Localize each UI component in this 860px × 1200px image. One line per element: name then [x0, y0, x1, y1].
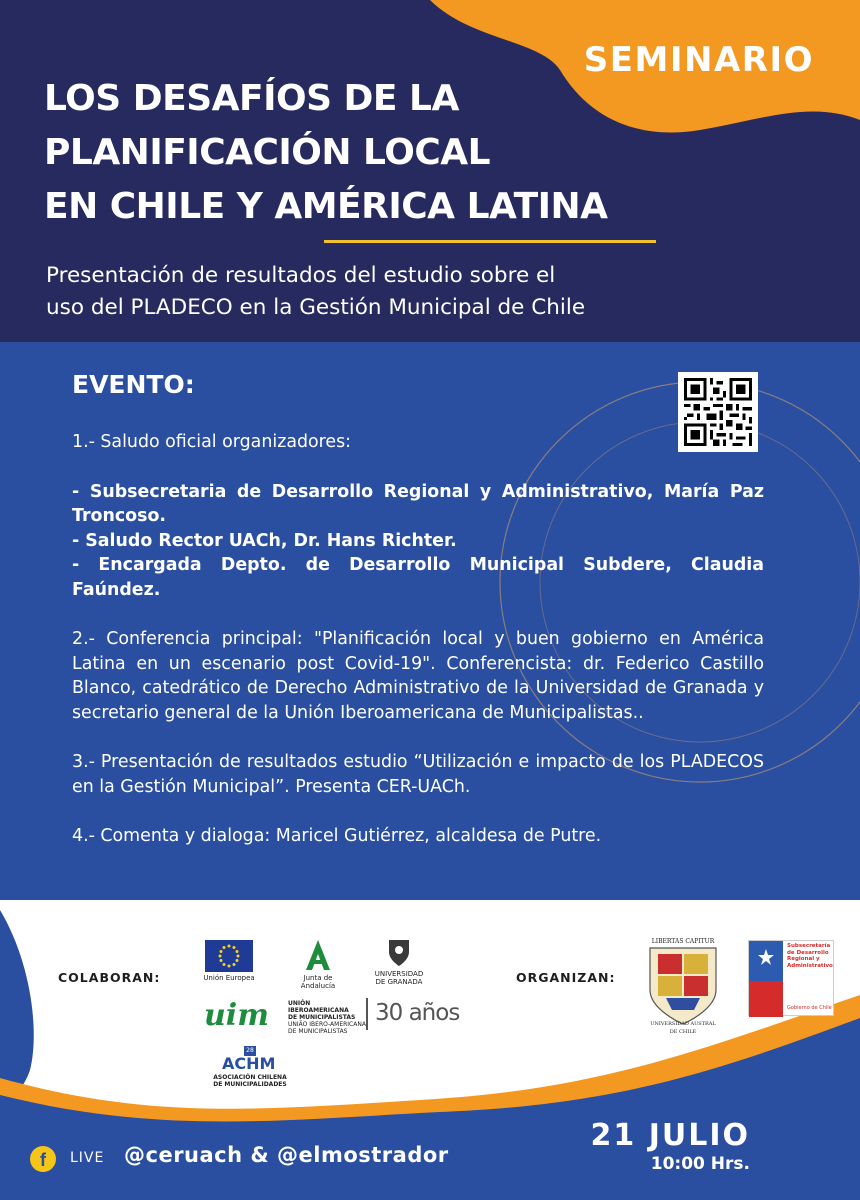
greeting-line: - Subsecretaria de Desarrollo Regional y Administrativo, María Paz Troncoso.: [72, 481, 764, 526]
subtitle-line: Presentación de resultados del estudio sobre el: [46, 263, 556, 288]
event-date: 21 JULIO: [590, 1118, 750, 1153]
granada-label: [366, 970, 432, 986]
title-divider: [324, 240, 656, 243]
title-line: LOS DESAFÍOS DE LA: [44, 78, 459, 119]
achm-logo: ACHM: [222, 1054, 276, 1073]
subdere-line: Administrativo: [787, 962, 833, 969]
page-title: [44, 72, 608, 234]
uim-years: 30 años: [375, 1000, 460, 1026]
achm-year-badge: 28: [244, 1046, 256, 1056]
event-time: 10:00 Hrs.: [650, 1154, 750, 1174]
eu-label: Unión Europea: [203, 974, 255, 982]
program-item-2: 2.- Conferencia principal: "Planificación local y buen gobierno en América Latina en un escenario post Covid-19". Conferencista: dr. Federico Castillo Blanco, catedrático de Derecho Administrativo de la Universidad de Granada y secretario general de la Unión Iberoamericana de Municipalistas..: [72, 629, 764, 723]
subdere-logo: [748, 940, 834, 1016]
achm-name-line: ASOCIACIÓN CHILENA: [213, 1074, 287, 1081]
uim-name-line: DE MUNICIPALISTAS: [288, 1028, 348, 1035]
greeting-line: - Saludo Rector UACh, Dr. Hans Richter.: [72, 530, 457, 551]
live-label: LIVE: [70, 1150, 105, 1166]
granada-crest-icon: [386, 936, 412, 968]
event-section: [0, 342, 860, 900]
uim-divider: [366, 998, 368, 1030]
seminario-badge: SEMINARIO: [583, 40, 814, 80]
uim-logo: uim: [204, 998, 269, 1033]
greeting-line: - Encargada Depto. de Desarrollo Municipal Subdere, Claudia Faúndez.: [72, 555, 764, 600]
andalucia-label: Junta de Andalucía: [300, 974, 336, 990]
uim-name-line: DE MUNICIPALISTAS: [288, 1014, 356, 1021]
uach-crest-icon: [646, 936, 720, 1026]
subdere-line: de Desarrollo: [787, 949, 829, 956]
subtitle-line: uso del PLADECO en la Gestión Municipal de Chile: [46, 295, 586, 320]
program-item-3: 3.- Presentación de resultados estudio “Utilización e impacto de los PLADECOS en la Gestión Municipal”. Presenta CER-UACh.: [72, 752, 764, 797]
event-program: [72, 430, 764, 849]
uim-name-line: UNIÃO IBERO-AMERICANA: [288, 1021, 366, 1028]
granada-label-line: UNIVERSIDAD: [374, 970, 424, 978]
uim-name-line: UNIÓN IBEROAMERICANA: [288, 1000, 349, 1014]
subdere-name: [787, 943, 833, 969]
program-item-1: 1.- Saludo oficial organizadores:: [72, 432, 352, 452]
uach-name: UNIVERSIDAD AUSTRAL DE CHILE: [650, 1021, 716, 1035]
title-line: PLANIFICACIÓN LOCAL: [44, 132, 491, 173]
andalucia-logo-icon: [300, 938, 336, 972]
header-section: [0, 0, 860, 342]
uim-name: [288, 1000, 368, 1035]
subtitle: [46, 260, 585, 324]
program-item-4: 4.- Comenta y dialoga: Maricel Gutiérrez, alcaldesa de Putre.: [72, 826, 602, 846]
event-heading: EVENTO:: [72, 370, 195, 399]
subdere-line: Regional y: [787, 956, 820, 962]
facebook-icon[interactable]: f: [30, 1146, 56, 1172]
footer-section: [0, 900, 860, 1200]
social-handles[interactable]: @ceruach & @elmostrador: [124, 1143, 449, 1167]
eu-flag-icon: [205, 940, 253, 972]
collaborate-label: COLABORAN:: [58, 970, 161, 985]
achm-name: [210, 1074, 290, 1088]
subdere-line: Subsecretaría: [787, 943, 831, 949]
organize-label: ORGANIZAN:: [516, 970, 616, 985]
uach-motto: LIBERTAS CAPITUR: [651, 938, 715, 945]
achm-name-line: DE MUNICIPALIDADES: [213, 1081, 287, 1088]
subdere-gov: Gobierno de Chile: [787, 1005, 832, 1011]
gobierno-flag-icon: [749, 941, 783, 981]
title-line: EN CHILE Y AMÉRICA LATINA: [44, 186, 608, 227]
granada-label-line: DE GRANADA: [375, 978, 423, 986]
